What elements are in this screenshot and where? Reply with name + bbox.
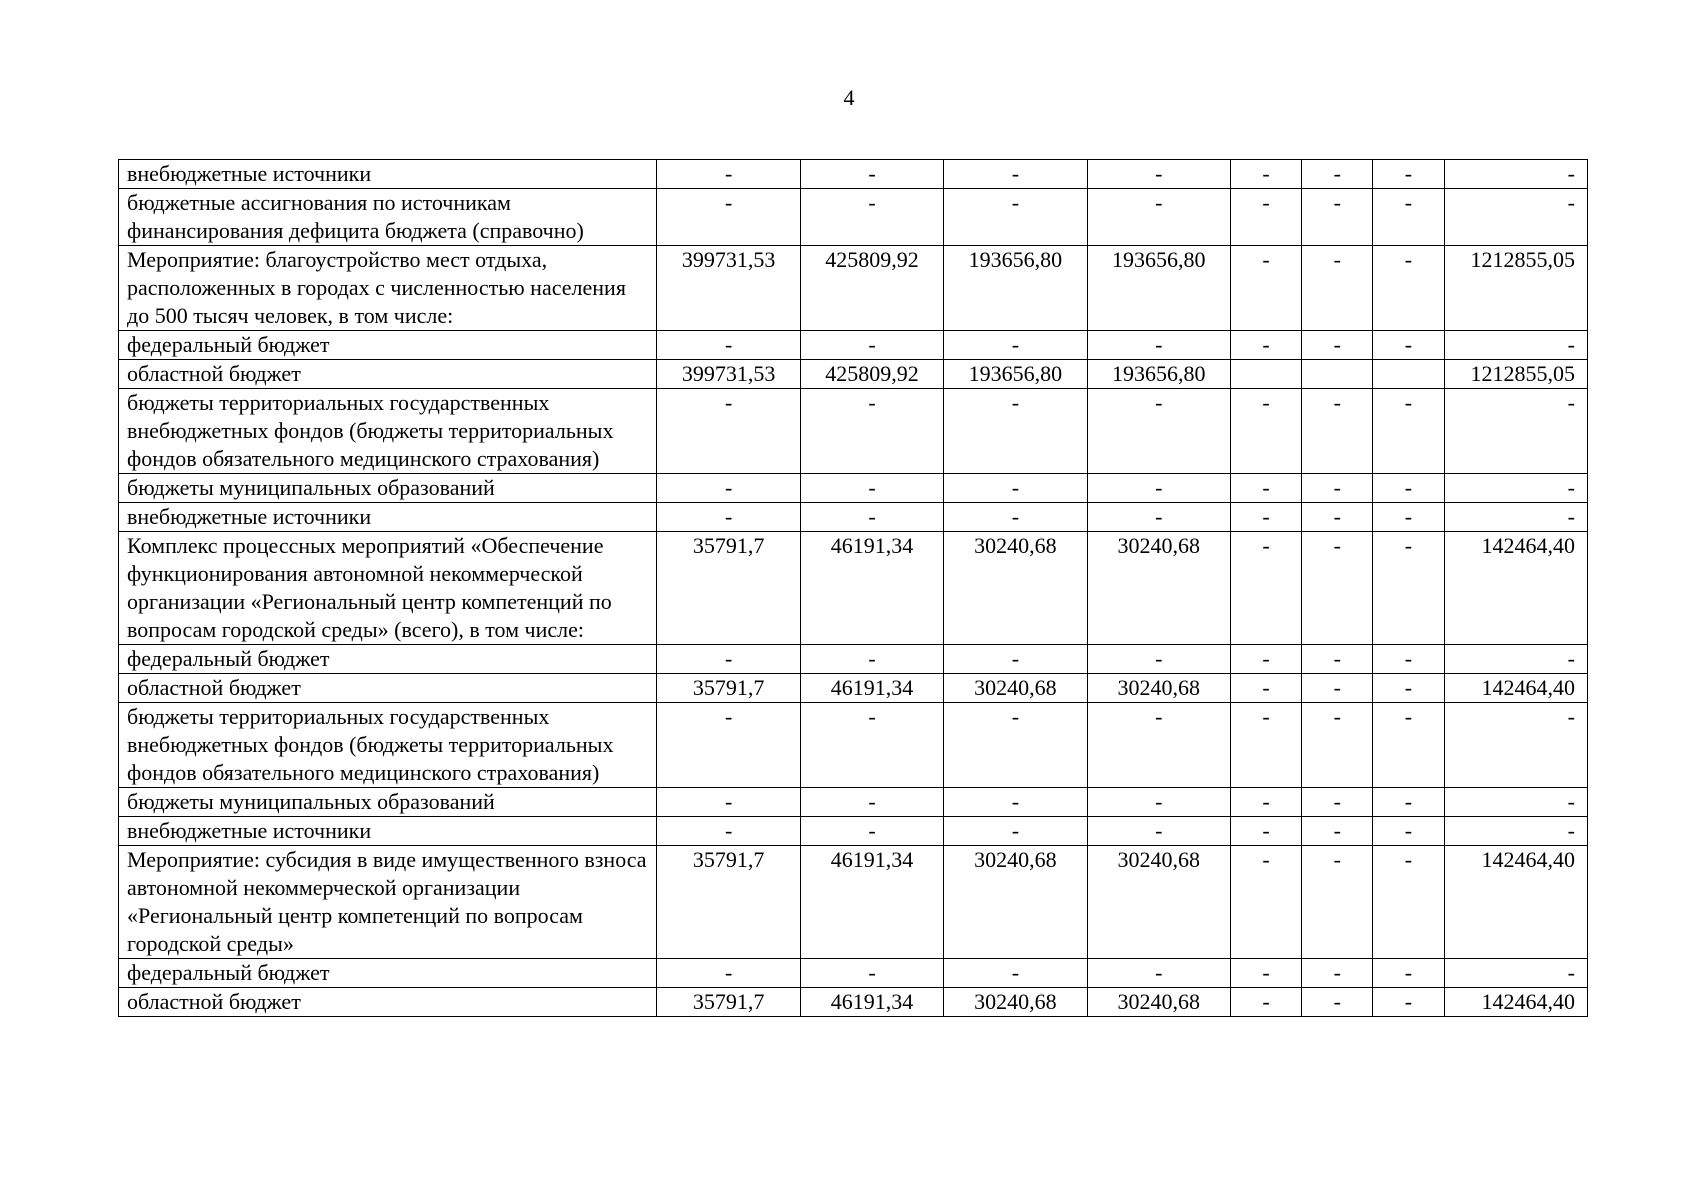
- value-year-1-cell: 399731,53: [657, 360, 800, 389]
- value-total-cell: -: [1444, 817, 1587, 846]
- value-year-4-cell: -: [1087, 959, 1230, 988]
- value-year-7-cell: -: [1373, 474, 1444, 503]
- table-row: [119, 160, 1588, 189]
- page-number: 4: [843, 85, 855, 110]
- value-year-3-cell: -: [944, 160, 1087, 189]
- value-year-7-cell: -: [1373, 988, 1444, 1017]
- value-total-cell: -: [1444, 160, 1587, 189]
- value-year-2-cell: -: [800, 503, 943, 532]
- value-year-4-cell: 193656,80: [1087, 360, 1230, 389]
- value-year-2-cell: -: [800, 189, 943, 246]
- value-year-7-cell: -: [1373, 532, 1444, 645]
- value-year-7-cell: -: [1373, 674, 1444, 703]
- value-total-cell: 1212855,05: [1444, 246, 1587, 331]
- table-row: [119, 331, 1588, 360]
- value-year-5-cell: -: [1230, 959, 1301, 988]
- value-year-7-cell: -: [1373, 788, 1444, 817]
- value-year-3-cell: -: [944, 645, 1087, 674]
- value-total-cell: 142464,40: [1444, 532, 1587, 645]
- value-year-2-cell: -: [800, 474, 943, 503]
- table-row: [119, 703, 1588, 788]
- value-year-4-cell: 30240,68: [1087, 674, 1230, 703]
- budget-table-body: [119, 160, 1588, 1017]
- value-year-7-cell: -: [1373, 703, 1444, 788]
- table-row: [119, 959, 1588, 988]
- value-year-5-cell: -: [1230, 331, 1301, 360]
- value-year-5-cell: -: [1230, 246, 1301, 331]
- value-year-1-cell: -: [657, 645, 800, 674]
- value-year-2-cell: 46191,34: [800, 988, 943, 1017]
- value-year-2-cell: 46191,34: [800, 846, 943, 959]
- value-year-4-cell: -: [1087, 703, 1230, 788]
- value-year-6-cell: -: [1302, 331, 1373, 360]
- value-year-3-cell: 30240,68: [944, 846, 1087, 959]
- value-year-2-cell: -: [800, 645, 943, 674]
- row-label: областной бюджет: [119, 674, 657, 703]
- value-year-7-cell: -: [1373, 331, 1444, 360]
- table-row: [119, 846, 1588, 959]
- value-year-3-cell: -: [944, 703, 1087, 788]
- value-year-7-cell: -: [1373, 246, 1444, 331]
- value-year-1-cell: 35791,7: [657, 846, 800, 959]
- value-year-1-cell: -: [657, 160, 800, 189]
- value-year-1-cell: -: [657, 703, 800, 788]
- value-year-5-cell: -: [1230, 817, 1301, 846]
- value-year-6-cell: -: [1302, 645, 1373, 674]
- value-year-6-cell: -: [1302, 503, 1373, 532]
- table-row: [119, 645, 1588, 674]
- table-row: [119, 189, 1588, 246]
- value-year-3-cell: 193656,80: [944, 360, 1087, 389]
- value-year-4-cell: -: [1087, 788, 1230, 817]
- value-year-3-cell: -: [944, 959, 1087, 988]
- value-year-7-cell: -: [1373, 503, 1444, 532]
- value-year-2-cell: 425809,92: [800, 246, 943, 331]
- value-year-3-cell: 30240,68: [944, 988, 1087, 1017]
- row-label: Мероприятие: субсидия в виде имущественного взноса автономной некоммерческой организации «Региональный центр компетенций по вопросам городской среды»: [119, 846, 657, 959]
- value-year-2-cell: 46191,34: [800, 532, 943, 645]
- value-year-4-cell: -: [1087, 160, 1230, 189]
- value-year-5-cell: -: [1230, 674, 1301, 703]
- value-year-1-cell: -: [657, 959, 800, 988]
- value-year-5-cell: -: [1230, 474, 1301, 503]
- value-year-5-cell: -: [1230, 389, 1301, 474]
- value-year-3-cell: -: [944, 189, 1087, 246]
- value-year-3-cell: 30240,68: [944, 532, 1087, 645]
- row-label: областной бюджет: [119, 988, 657, 1017]
- value-year-6-cell: -: [1302, 160, 1373, 189]
- value-year-1-cell: -: [657, 503, 800, 532]
- value-year-2-cell: -: [800, 703, 943, 788]
- row-label: бюджетные ассигнования по источникам финансирования дефицита бюджета (справочно): [119, 189, 657, 246]
- row-label: внебюджетные источники: [119, 160, 657, 189]
- row-label: бюджеты муниципальных образований: [119, 474, 657, 503]
- value-year-5-cell: -: [1230, 160, 1301, 189]
- value-year-4-cell: -: [1087, 503, 1230, 532]
- value-year-6-cell: -: [1302, 959, 1373, 988]
- value-total-cell: 1212855,05: [1444, 360, 1587, 389]
- value-year-4-cell: -: [1087, 389, 1230, 474]
- value-total-cell: 142464,40: [1444, 988, 1587, 1017]
- value-year-6-cell: [1302, 360, 1373, 389]
- value-year-5-cell: -: [1230, 788, 1301, 817]
- value-year-1-cell: -: [657, 331, 800, 360]
- value-year-7-cell: -: [1373, 846, 1444, 959]
- value-year-7-cell: -: [1373, 817, 1444, 846]
- value-year-4-cell: -: [1087, 474, 1230, 503]
- value-year-7-cell: [1373, 360, 1444, 389]
- value-year-4-cell: 30240,68: [1087, 988, 1230, 1017]
- value-year-5-cell: -: [1230, 189, 1301, 246]
- value-year-6-cell: -: [1302, 532, 1373, 645]
- value-year-1-cell: 35791,7: [657, 988, 800, 1017]
- value-total-cell: 142464,40: [1444, 674, 1587, 703]
- value-year-1-cell: 35791,7: [657, 674, 800, 703]
- value-year-5-cell: -: [1230, 645, 1301, 674]
- value-year-5-cell: -: [1230, 988, 1301, 1017]
- value-year-6-cell: -: [1302, 474, 1373, 503]
- row-label: областной бюджет: [119, 360, 657, 389]
- row-label: бюджеты территориальных государственных внебюджетных фондов (бюджеты территориальных фондов обязательного медицинского страхования): [119, 703, 657, 788]
- value-year-4-cell: 30240,68: [1087, 532, 1230, 645]
- value-year-5-cell: -: [1230, 703, 1301, 788]
- value-year-1-cell: -: [657, 474, 800, 503]
- value-total-cell: -: [1444, 503, 1587, 532]
- value-total-cell: -: [1444, 788, 1587, 817]
- value-year-2-cell: -: [800, 389, 943, 474]
- table-row: [119, 532, 1588, 645]
- value-year-3-cell: -: [944, 788, 1087, 817]
- value-year-3-cell: -: [944, 817, 1087, 846]
- value-total-cell: -: [1444, 474, 1587, 503]
- row-label: внебюджетные источники: [119, 503, 657, 532]
- table-row: [119, 503, 1588, 532]
- value-year-4-cell: 193656,80: [1087, 246, 1230, 331]
- value-year-1-cell: 35791,7: [657, 532, 800, 645]
- value-year-3-cell: 30240,68: [944, 674, 1087, 703]
- row-label: федеральный бюджет: [119, 959, 657, 988]
- table-row: [119, 389, 1588, 474]
- value-year-7-cell: -: [1373, 959, 1444, 988]
- value-year-6-cell: -: [1302, 846, 1373, 959]
- value-year-4-cell: -: [1087, 331, 1230, 360]
- row-label: федеральный бюджет: [119, 645, 657, 674]
- value-year-1-cell: -: [657, 788, 800, 817]
- table-row: [119, 360, 1588, 389]
- value-year-6-cell: -: [1302, 788, 1373, 817]
- value-year-3-cell: -: [944, 474, 1087, 503]
- value-year-6-cell: -: [1302, 988, 1373, 1017]
- value-year-1-cell: -: [657, 389, 800, 474]
- table-row: [119, 674, 1588, 703]
- value-year-3-cell: 193656,80: [944, 246, 1087, 331]
- value-year-6-cell: -: [1302, 703, 1373, 788]
- value-year-4-cell: -: [1087, 189, 1230, 246]
- value-total-cell: -: [1444, 959, 1587, 988]
- value-year-2-cell: -: [800, 817, 943, 846]
- value-year-5-cell: [1230, 360, 1301, 389]
- row-label: бюджеты муниципальных образований: [119, 788, 657, 817]
- value-year-3-cell: -: [944, 331, 1087, 360]
- value-year-1-cell: 399731,53: [657, 246, 800, 331]
- value-year-2-cell: -: [800, 788, 943, 817]
- table-row: [119, 817, 1588, 846]
- row-label: Мероприятие: благоустройство мест отдыха, расположенных в городах с численностью населения до 500 тысяч человек, в том числе:: [119, 246, 657, 331]
- value-year-5-cell: -: [1230, 532, 1301, 645]
- value-year-3-cell: -: [944, 389, 1087, 474]
- value-year-6-cell: -: [1302, 674, 1373, 703]
- value-year-1-cell: -: [657, 189, 800, 246]
- value-year-2-cell: -: [800, 160, 943, 189]
- value-year-4-cell: -: [1087, 645, 1230, 674]
- value-year-7-cell: -: [1373, 189, 1444, 246]
- table-row: [119, 474, 1588, 503]
- value-year-2-cell: -: [800, 331, 943, 360]
- budget-table: [118, 159, 1588, 1017]
- row-label: бюджеты территориальных государственных внебюджетных фондов (бюджеты территориальных фондов обязательного медицинского страхования): [119, 389, 657, 474]
- value-year-6-cell: -: [1302, 817, 1373, 846]
- value-total-cell: -: [1444, 189, 1587, 246]
- row-label: федеральный бюджет: [119, 331, 657, 360]
- value-year-6-cell: -: [1302, 389, 1373, 474]
- row-label: Комплекс процессных мероприятий «Обеспечение функционирования автономной некоммерческой организации «Региональный центр компетенций по вопросам городской среды» (всего), в том числе:: [119, 532, 657, 645]
- value-total-cell: 142464,40: [1444, 846, 1587, 959]
- value-year-6-cell: -: [1302, 246, 1373, 331]
- value-year-2-cell: 46191,34: [800, 674, 943, 703]
- value-year-7-cell: -: [1373, 389, 1444, 474]
- value-year-3-cell: -: [944, 503, 1087, 532]
- value-total-cell: -: [1444, 331, 1587, 360]
- value-year-2-cell: -: [800, 959, 943, 988]
- value-year-1-cell: -: [657, 817, 800, 846]
- table-row: [119, 246, 1588, 331]
- table-row: [119, 788, 1588, 817]
- value-total-cell: -: [1444, 389, 1587, 474]
- value-total-cell: -: [1444, 703, 1587, 788]
- value-year-7-cell: -: [1373, 160, 1444, 189]
- value-total-cell: -: [1444, 645, 1587, 674]
- value-year-4-cell: 30240,68: [1087, 846, 1230, 959]
- table-row: [119, 988, 1588, 1017]
- value-year-4-cell: -: [1087, 817, 1230, 846]
- value-year-7-cell: -: [1373, 645, 1444, 674]
- value-year-5-cell: -: [1230, 503, 1301, 532]
- value-year-2-cell: 425809,92: [800, 360, 943, 389]
- value-year-6-cell: -: [1302, 189, 1373, 246]
- row-label: внебюджетные источники: [119, 817, 657, 846]
- value-year-5-cell: -: [1230, 846, 1301, 959]
